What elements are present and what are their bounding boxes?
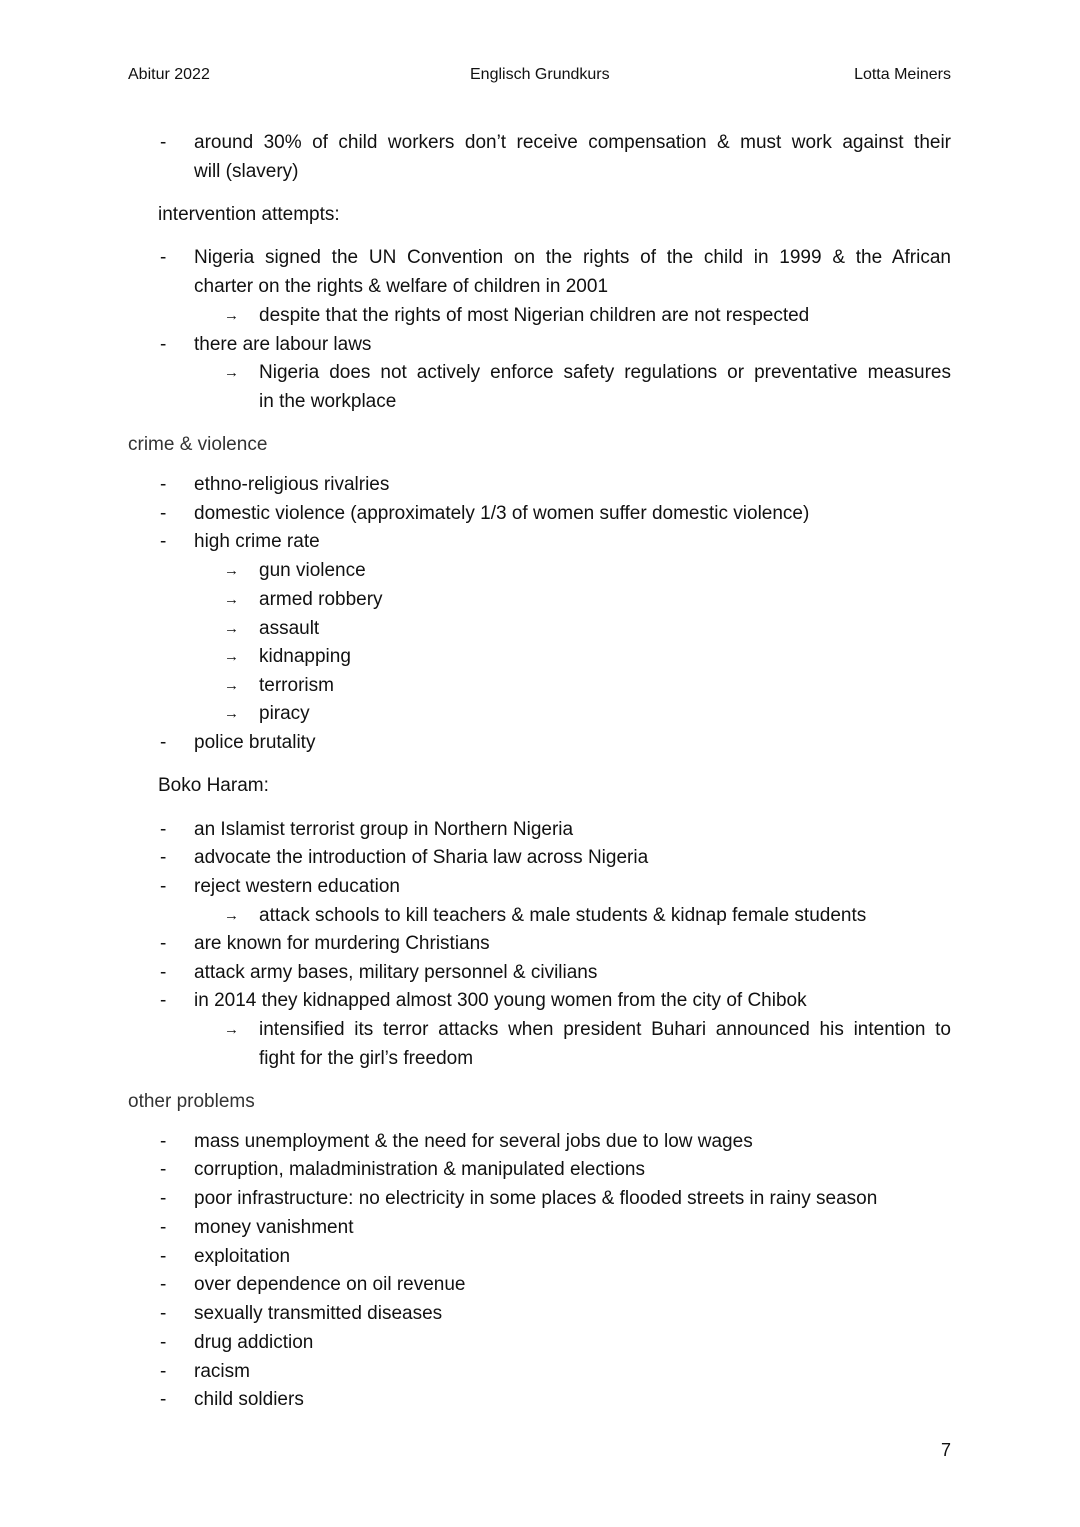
intervention-item-1-line-1: Nigeria signed the UN Convention on the rights of the child in 1999 & the African xyxy=(194,247,951,268)
crime-heading: crime & violence xyxy=(128,434,268,455)
crime-item: police brutality xyxy=(194,732,316,753)
page-number: 7 xyxy=(940,1440,951,1460)
bullet-dash: - xyxy=(160,732,167,753)
crime-sub-item: assault xyxy=(259,618,320,639)
bullet-dash: - xyxy=(160,1131,167,1152)
boko-sub-item: attack schools to kill teachers & male students & kidnap female students xyxy=(259,905,867,926)
intervention-item-2-sub-line-2: in the workplace xyxy=(259,391,397,412)
other-item: sexually transmitted diseases xyxy=(194,1303,443,1324)
crime-item: ethno-religious rivalries xyxy=(194,474,390,495)
intervention-heading: intervention attempts: xyxy=(158,204,340,225)
arrow-icon: → xyxy=(224,307,239,324)
other-item: corruption, maladministration & manipulated elections xyxy=(194,1159,645,1180)
top-item-line-2: will (slavery) xyxy=(194,161,299,182)
boko-item: advocate the introduction of Sharia law across Nigeria xyxy=(194,847,649,868)
other-item: poor infrastructure: no electricity in some places & flooded streets in rainy season xyxy=(194,1188,878,1209)
intervention-item-1-line-2: charter on the rights & welfare of children in 2001 xyxy=(194,276,609,297)
arrow-icon: → xyxy=(224,677,239,694)
other-item: over dependence on oil revenue xyxy=(194,1274,466,1295)
boko-item: attack army bases, military personnel & civilians xyxy=(194,962,598,983)
bullet-dash: - xyxy=(160,962,167,983)
boko-item: in 2014 they kidnapped almost 300 young women from the city of Chibok xyxy=(194,990,807,1011)
header-right: Lotta Meiners xyxy=(854,66,951,83)
crime-sub-item: piracy xyxy=(259,703,310,724)
boko-item: reject western education xyxy=(194,876,400,897)
header-left: Abitur 2022 xyxy=(128,66,210,83)
bullet-dash: - xyxy=(160,1389,167,1410)
other-item: drug addiction xyxy=(194,1332,314,1353)
other-item: exploitation xyxy=(194,1246,291,1267)
bullet-dash: - xyxy=(160,1332,167,1353)
arrow-icon: → xyxy=(224,907,239,924)
top-item-line-1: around 30% of child workers don’t receive compensation & must work against their xyxy=(194,132,951,153)
arrow-icon: → xyxy=(224,620,239,637)
bullet-dash: - xyxy=(160,1217,167,1238)
crime-item: high crime rate xyxy=(194,531,320,552)
bullet-dash: - xyxy=(160,334,167,355)
bullet-dash: - xyxy=(160,1303,167,1324)
arrow-icon: → xyxy=(224,1021,239,1038)
bullet-dash: - xyxy=(160,1274,167,1295)
bullet-dash: - xyxy=(160,247,167,268)
bullet-dash: - xyxy=(160,1159,167,1180)
bullet-dash: - xyxy=(160,1361,167,1382)
other-item: racism xyxy=(194,1361,250,1382)
boko-item: are known for murdering Christians xyxy=(194,933,490,954)
bullet-dash: - xyxy=(160,933,167,954)
intervention-item-2: there are labour laws xyxy=(194,334,372,355)
bullet-dash: - xyxy=(160,531,167,552)
other-item: mass unemployment & the need for several jobs due to low wages xyxy=(194,1131,753,1152)
bullet-dash: - xyxy=(160,1246,167,1267)
arrow-icon: → xyxy=(224,648,239,665)
intervention-item-2-sub-line-1: Nigeria does not actively enforce safety regulations or preventative measures xyxy=(259,362,951,383)
intervention-item-1-sub: despite that the rights of most Nigerian children are not respected xyxy=(259,305,810,326)
crime-sub-item: kidnapping xyxy=(259,646,351,667)
other-item: child soldiers xyxy=(194,1389,304,1410)
header-center: Englisch Grundkurs xyxy=(470,66,610,83)
bullet-dash: - xyxy=(160,819,167,840)
arrow-icon: → xyxy=(224,591,239,608)
crime-sub-item: terrorism xyxy=(259,675,334,696)
bullet-dash: - xyxy=(160,132,167,153)
bullet-dash: - xyxy=(160,503,167,524)
boko-sub-item-line-1: intensified its terror attacks when president Buhari announced his intention to xyxy=(259,1019,951,1040)
other-item: money vanishment xyxy=(194,1217,354,1238)
boko-heading: Boko Haram: xyxy=(158,775,269,796)
bullet-dash: - xyxy=(160,990,167,1011)
bullet-dash: - xyxy=(160,474,167,495)
boko-sub-item-line-2: fight for the girl’s freedom xyxy=(259,1048,474,1069)
crime-sub-item: armed robbery xyxy=(259,589,383,610)
boko-item: an Islamist terrorist group in Northern Nigeria xyxy=(194,819,574,840)
arrow-icon: → xyxy=(224,562,239,579)
crime-item: domestic violence (approximately 1/3 of women suffer domestic violence) xyxy=(194,503,810,524)
bullet-dash: - xyxy=(160,1188,167,1209)
bullet-dash: - xyxy=(160,847,167,868)
arrow-icon: → xyxy=(224,705,239,722)
crime-sub-item: gun violence xyxy=(259,560,366,581)
bullet-dash: - xyxy=(160,876,167,897)
other-heading: other problems xyxy=(128,1091,255,1112)
arrow-icon: → xyxy=(224,364,239,381)
